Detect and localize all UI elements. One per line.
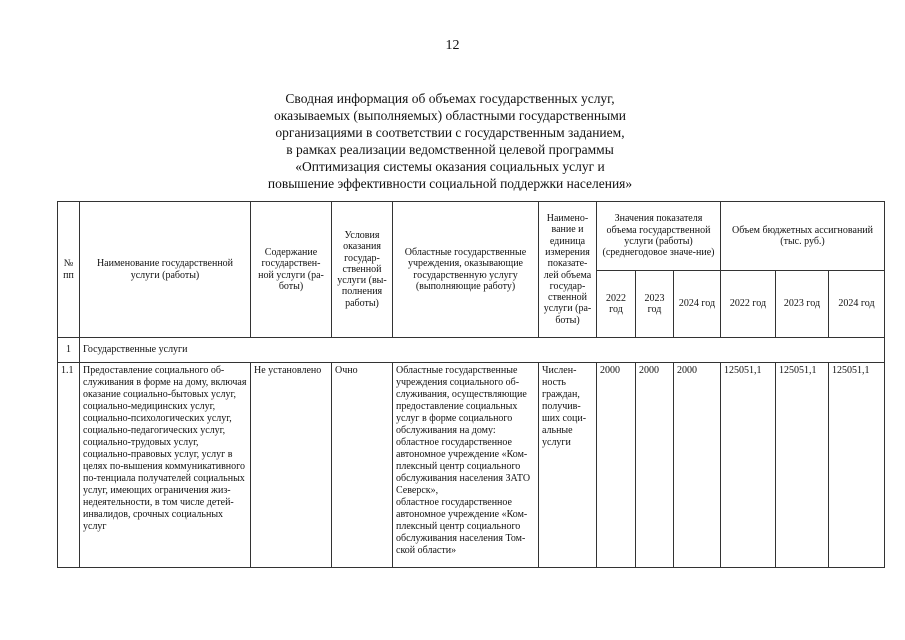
header-indicator-2023: 2023 год	[636, 271, 674, 338]
row-conditions: Очно	[332, 363, 393, 568]
title-line: в рамках реализации ведомственной целевой программы	[286, 142, 614, 157]
header-row	[58, 202, 885, 271]
header-unit: Наимено-вание и единица измерения показате-лей объема государ-ственной услуги (ра-боты)	[539, 202, 597, 338]
row-value-2023: 2000	[636, 363, 674, 568]
row-budget-2024: 125051,1	[829, 363, 885, 568]
header-budget-2023: 2023 год	[776, 271, 829, 338]
table-row	[58, 363, 885, 568]
section-label: Государственные услуги	[80, 338, 885, 363]
header-budget-2022: 2022 год	[721, 271, 776, 338]
row-unit: Числен-ность граждан, получив-ших соци-альные услуги	[539, 363, 597, 568]
header-content: Содержание государствен-ной услуги (ра-боты)	[251, 202, 332, 338]
row-service-name: Предоставление социального об-служивания в форме на дому, включая оказание социально-бытовых услуг, социально-медицинских услуг, социально-психологических услуг, социально-педагогических услуг, социально-трудовых услуг, социально-правовых услуг, услуг в целях по-вышения коммуникативного по-тенциала получателей социальных услуг, имеющих ограничения жиз-недеятельности, в том числе детей-инвалидов, срочных социальных услуг	[80, 363, 251, 568]
row-value-2022: 2000	[597, 363, 636, 568]
services-table	[57, 201, 885, 568]
header-budget: Объем бюджетных ассигнований (тыс. руб.)	[721, 202, 885, 271]
header-service-name: Наименование государственной услуги (работы)	[80, 202, 251, 338]
row-budget-2023: 125051,1	[776, 363, 829, 568]
row-budget-2022: 125051,1	[721, 363, 776, 568]
header-indicator-2022: 2022 год	[597, 271, 636, 338]
document-title	[150, 90, 750, 192]
header-indicator-2024: 2024 год	[674, 271, 721, 338]
row-num: 1.1	[58, 363, 80, 568]
title-line: «Оптимизация системы оказания социальных услуг и	[295, 159, 605, 174]
header-budget-2024: 2024 год	[829, 271, 885, 338]
title-line: организациями в соответствии с государственным заданием,	[275, 125, 625, 140]
header-conditions: Условия оказания государ-ственной услуги (вы-полнения работы)	[332, 202, 393, 338]
title-line: оказываемых (выполняемых) областными государственными	[274, 108, 626, 123]
title-line: повышение эффективности социальной поддержки населения»	[267, 176, 633, 191]
section-row	[58, 338, 885, 363]
section-num: 1	[58, 338, 80, 363]
header-institutions: Областные государственные учреждения, оказывающие государственную услугу (выполняющие работу)	[393, 202, 539, 338]
row-content: Не установлено	[251, 363, 332, 568]
row-institutions: Областные государственные учреждения социального об-служивания, осуществляющие предоставление социальных услуг в форме социального обслуживания на дому: областное государственное автономное учреждение «Ком-плексный центр социального обслуживания населения ЗАТО Северск», областное государственное автономное учреждение «Ком-плексный центр социального обслуживания населения Том-ской области»	[393, 363, 539, 568]
title-line: Сводная информация об объемах государственных услуг,	[285, 91, 615, 106]
page-number: 12	[445, 38, 460, 53]
header-indicator-values: Значения показателя объема государственной услуги (работы) (среднегодовое значе-ние)	[597, 202, 721, 271]
header-num: № пп	[58, 202, 80, 338]
row-value-2024: 2000	[674, 363, 721, 568]
